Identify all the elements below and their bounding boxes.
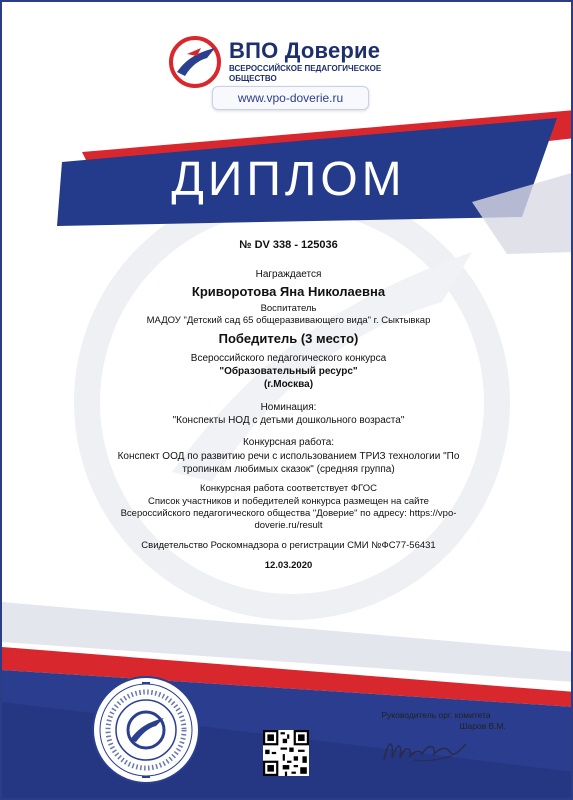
contest-name: "Образовательный ресурс" xyxy=(219,366,358,377)
recipient-institution: МАДОУ "Детский сад 65 общеразвивающего вида" г. Сыктывкар xyxy=(146,315,431,326)
org-subtitle: ВСЕРОССИЙСКОЕ ПЕДАГОГИЧЕСКОЕ ОБЩЕСТВО xyxy=(229,64,382,83)
diploma-number: № DV 338 - 125036 xyxy=(239,239,338,251)
diploma-title: ДИПЛОМ xyxy=(171,153,406,206)
list-line-1: Список участников и победителей конкурса размещен на сайте xyxy=(148,496,429,507)
certificate-line: Свидетельство Роскомнадзора о регистрации СМИ №ФС77-56431 xyxy=(141,540,436,551)
work-line-2: тропинкам любимых сказок" (средняя группа) xyxy=(182,464,395,475)
qr-code-icon xyxy=(263,730,309,776)
handwritten-signature xyxy=(380,730,470,770)
org-name: ВПО Доверие xyxy=(229,38,381,63)
signature-name: Шаров В.М. xyxy=(459,721,506,731)
work-line-1: Конспект ООД по развитию речи с использованием ТРИЗ технологии "По xyxy=(117,451,460,462)
seal-stamp-icon xyxy=(90,674,202,786)
nomination-label: Номинация: xyxy=(260,402,317,413)
list-line-2: Всероссийского педагогического общества "Доверие" по адресу: https://vpo- xyxy=(120,508,457,519)
awarded-label: Награждается xyxy=(255,269,322,280)
recipient-position: Воспитатель xyxy=(260,303,317,314)
signature-block xyxy=(366,710,506,732)
award-place: Победитель (3 место) xyxy=(218,331,359,346)
contest-city: (г.Москва) xyxy=(263,379,314,390)
diploma-date: 12.03.2020 xyxy=(264,560,313,571)
signature-title: Руководитель орг. комитета xyxy=(381,710,491,720)
nomination-value: "Конспекты НОД с детьми дошкольного возраста" xyxy=(172,415,405,426)
list-line-3: doverie.ru/result xyxy=(254,520,323,531)
fgos-line: Конкурсная работа соответствует ФГОС xyxy=(200,483,377,494)
recipient-name: Криворотова Яна Николаевна xyxy=(191,284,386,299)
org-url[interactable]: www.vpo-doverie.ru xyxy=(212,86,369,110)
contest-label: Всероссийского педагогического конкурса xyxy=(190,353,387,364)
work-label: Конкурсная работа: xyxy=(242,437,335,448)
org-logo xyxy=(167,34,407,94)
logo-emblem-icon xyxy=(167,34,223,90)
